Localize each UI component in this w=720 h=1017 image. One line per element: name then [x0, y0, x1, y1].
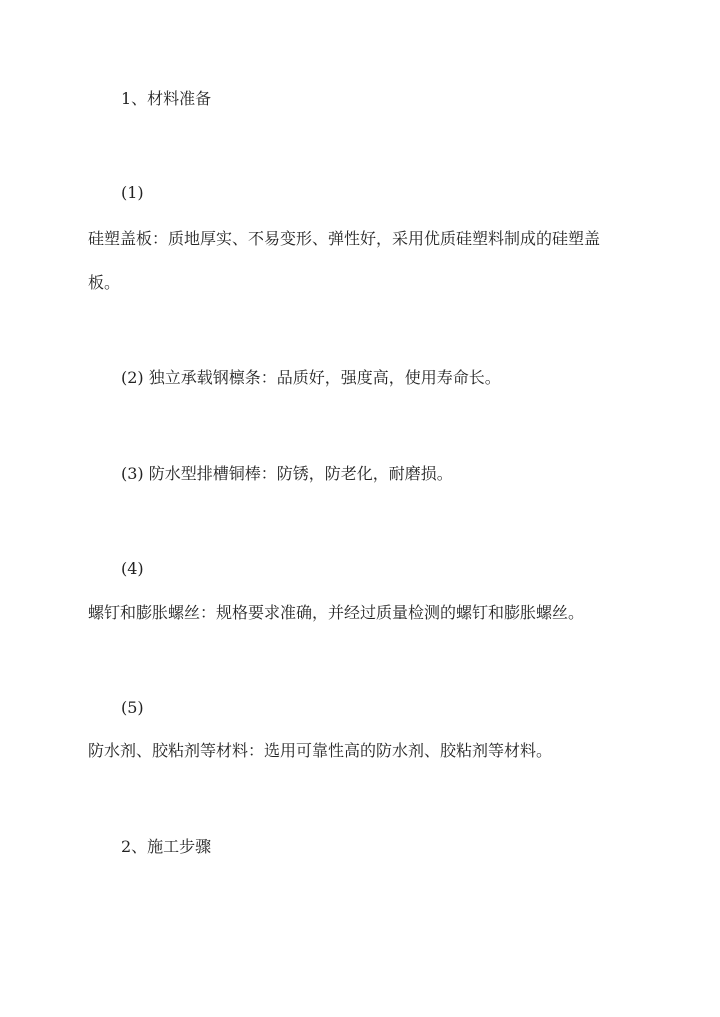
- item-5-marker: (5): [121, 698, 144, 717]
- item-1-marker: (1): [121, 183, 144, 202]
- item-5-text: 防水剂、胶粘剂等材料：选用可靠性高的防水剂、胶粘剂等材料。: [88, 741, 553, 760]
- section-heading-construction-steps: 2、施工步骤: [121, 837, 212, 856]
- item-2-text: (2) 独立承载钢檩条：品质好，强度高，使用寿命长。: [121, 368, 501, 387]
- item-1-text: 硅塑盖板：质地厚实、不易变形、弹性好，采用优质硅塑料制成的硅塑盖: [88, 229, 601, 248]
- item-3-text: (3) 防水型排槽铜棒：防锈，防老化，耐磨损。: [121, 464, 453, 483]
- section-heading-materials: 1、材料准备: [121, 89, 212, 108]
- item-1-text-continuation: 板。: [88, 273, 121, 292]
- item-4-text: 螺钉和膨胀螺丝：规格要求准确，并经过质量检测的螺钉和膨胀螺丝。: [88, 603, 585, 622]
- item-4-marker: (4): [121, 559, 144, 578]
